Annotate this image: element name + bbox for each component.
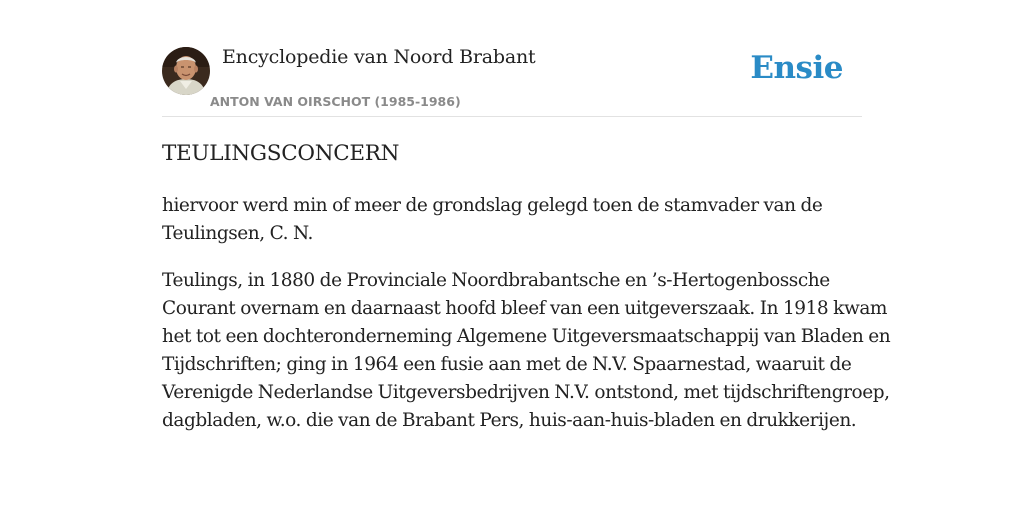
author-portrait-icon <box>162 47 210 95</box>
author-name[interactable]: ANTON VAN OIRSCHOT (1985-1986) <box>210 94 461 109</box>
article-headword: TEULINGSCONCERN <box>162 141 400 166</box>
paragraph-line: Courant overnam en daarnaast hoofd bleef van een uitgeverszaak. In 1918 kwam <box>162 298 887 319</box>
paragraph-line: Teulings, in 1880 de Provinciale Noordbrabantsche en ’s-Hertogenbossche <box>162 270 830 291</box>
article-body <box>162 192 891 454</box>
paragraph-line: Tijdschriften; ging in 1964 een fusie aan met de N.V. Spaarnestad, waaruit de <box>162 354 852 375</box>
encyclopedia-title[interactable]: Encyclopedie van Noord Brabant <box>222 46 536 68</box>
article-paragraph-2 <box>162 267 891 435</box>
ensie-logo[interactable]: Ensie <box>750 50 843 86</box>
header <box>162 44 862 117</box>
author-avatar[interactable] <box>162 47 210 95</box>
paragraph-line: Verenigde Nederlandse Uitgeversbedrijven N.V. ontstond, met tijdschriftengroep, <box>162 382 890 403</box>
paragraph-line: het tot een dochteronderneming Algemene Uitgeversmaatschappij van Bladen en <box>162 326 891 347</box>
paragraph-line: dagbladen, w.o. die van de Brabant Pers, huis-aan-huis-bladen en drukkerijen. <box>162 410 857 431</box>
article-paragraph-1 <box>162 192 882 248</box>
paragraph-line: Teulingsen, C. N. <box>162 223 313 244</box>
paragraph-line: hiervoor werd min of meer de grondslag gelegd toen de stamvader van de <box>162 195 823 216</box>
